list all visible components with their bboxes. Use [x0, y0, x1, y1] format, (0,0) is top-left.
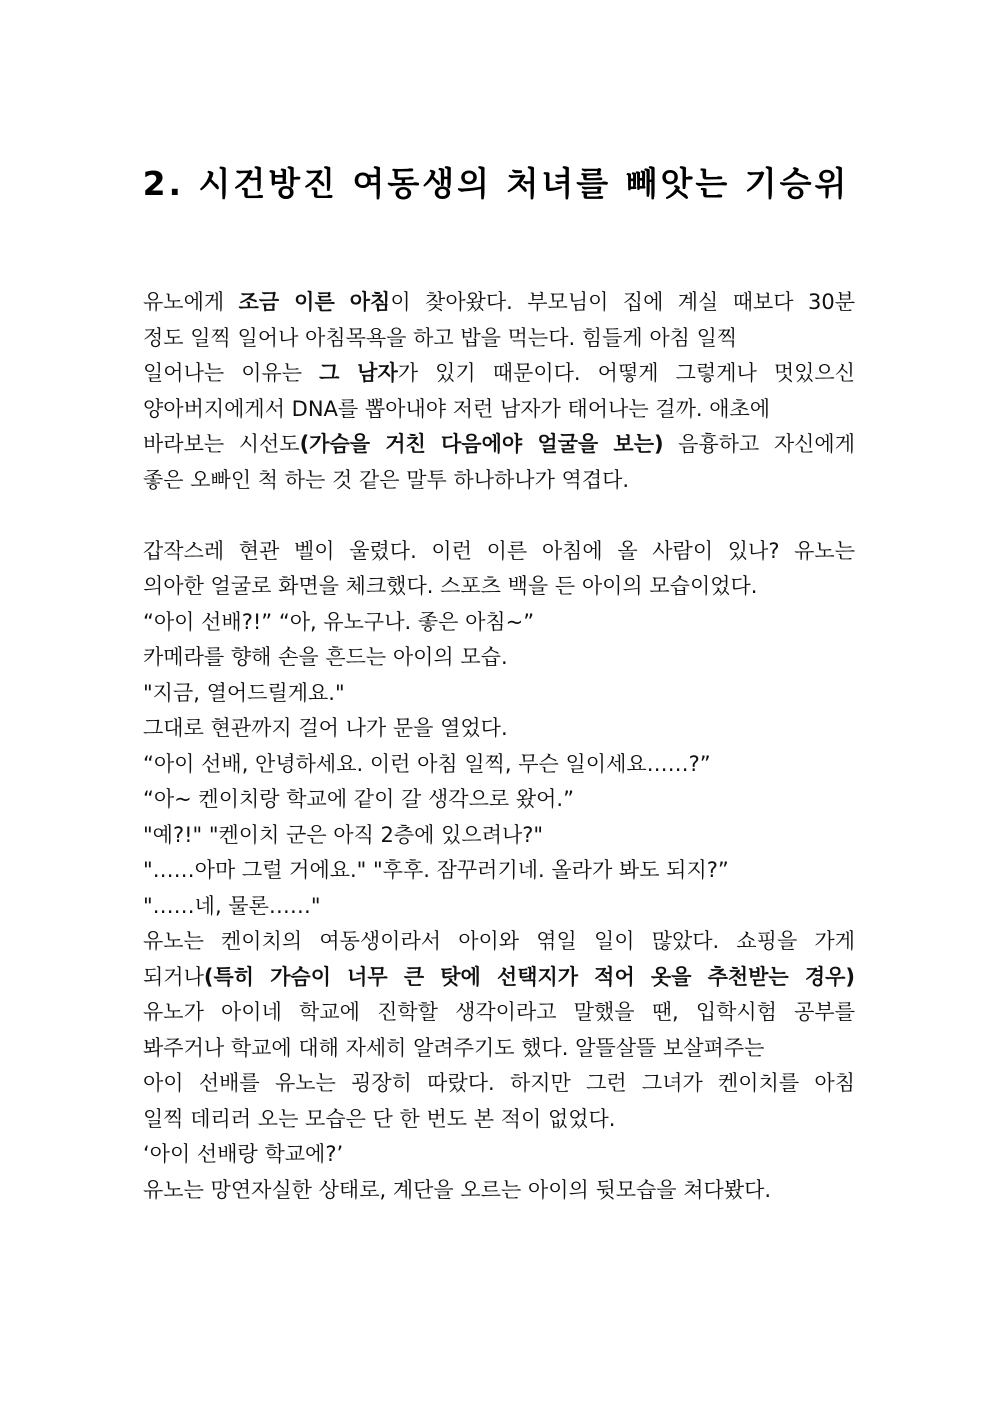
text-line: “아이 선배, 안녕하세요. 이런 아침 일찍, 무슨 일이세요……?” [143, 751, 711, 776]
text-line: 유노는 망연자실한 상태로, 계단을 오르는 아이의 뒷모습을 쳐다봤다. [143, 1177, 772, 1202]
text-line: "예?!" "켄이치 군은 아직 2층에 있으려나?" [143, 822, 544, 847]
bold-text-run: 그 남자 [319, 361, 398, 385]
text-line [143, 960, 855, 996]
chapter-title: 2. 시건방진 여동생의 처녀를 빼앗는 기승위 [142, 164, 850, 203]
bold-text-run: (특히 가슴이 너무 큰 탓에 선택지가 적어 옷을 추천받는 경우) [203, 964, 855, 989]
text-line: 양아버지에게서 DNA를 뽑아내야 저런 남자가 태어나는 걸까. 애초에 [143, 396, 771, 421]
text-line [143, 356, 855, 392]
text-line: 유노는 켄이치의 여동생이라서 아이와 엮일 일이 많았다. 쇼핑을 가게 [143, 929, 855, 953]
bold-text-run: 조금 이른 아침 [238, 290, 391, 314]
text-run: 음흉하고 자신에게 [663, 432, 855, 456]
text-line: 정도 일찍 일어나 아침목욕을 하고 밥을 먹는다. 힘들게 아침 일찍 [143, 325, 738, 350]
text-line: 좋은 오빠인 척 하는 것 같은 말투 하나하나가 역겹다. [143, 467, 630, 492]
text-line [143, 285, 855, 321]
text-run: 이 찾아왔다. 부모님이 집에 계실 때보다 30분 [390, 290, 855, 314]
text-line: 카메라를 향해 손을 흔드는 아이의 모습. [143, 645, 508, 669]
text-line: "지금, 열어드릴게요." [143, 680, 345, 705]
text-line: 아이 선배를 유노는 굉장히 따랐다. 하지만 그런 그녀가 켄이치를 아침 [143, 1071, 855, 1095]
text-line: "……네, 물론……" [143, 893, 321, 918]
text-run: 일어나는 이유는 [143, 361, 320, 385]
text-line: 그대로 현관까지 걸어 나가 문을 열었다. [143, 716, 508, 740]
text-line: 의아한 얼굴로 화면을 체크했다. 스포츠 백을 든 아이의 모습이었다. [143, 574, 758, 598]
text-line: 갑작스레 현관 벨이 울렸다. 이런 이른 아침에 올 사람이 있나? 유노는 [143, 538, 855, 563]
paragraph-gap [143, 498, 855, 534]
text-run: 유노에게 [143, 290, 239, 314]
text-run: 가 있기 때문이다. 어떻게 그렇게나 멋있으신 [397, 361, 855, 385]
text-line: "……아마 그럴 거에요." "후후. 잠꾸러기네. 올라가 봐도 되지?” [143, 858, 729, 882]
document-body [143, 285, 855, 1208]
text-line [143, 427, 855, 463]
text-line: ‘아이 선배랑 학교에?’ [143, 1142, 344, 1166]
text-line: “아이 선배?!” “아, 유노구나. 좋은 아침~” [143, 609, 535, 634]
bold-text-run: (가슴을 거친 다음에야 얼굴을 보는) [299, 432, 664, 456]
text-line: 일찍 데리러 오는 모습은 단 한 번도 본 적이 없었다. [143, 1106, 616, 1131]
text-run: 바라보는 시선도 [143, 432, 300, 456]
text-run: 되거나 [143, 964, 204, 989]
text-line: 봐주거나 학교에 대해 자세히 알려주기도 했다. 알뜰살뜰 보살펴주는 [143, 1035, 765, 1060]
text-line: “아~ 켄이치랑 학교에 같이 갈 생각으로 왔어.” [143, 787, 574, 811]
text-line: 유노가 아이네 학교에 진학할 생각이라고 말했을 땐, 입학시험 공부를 [143, 1000, 855, 1024]
